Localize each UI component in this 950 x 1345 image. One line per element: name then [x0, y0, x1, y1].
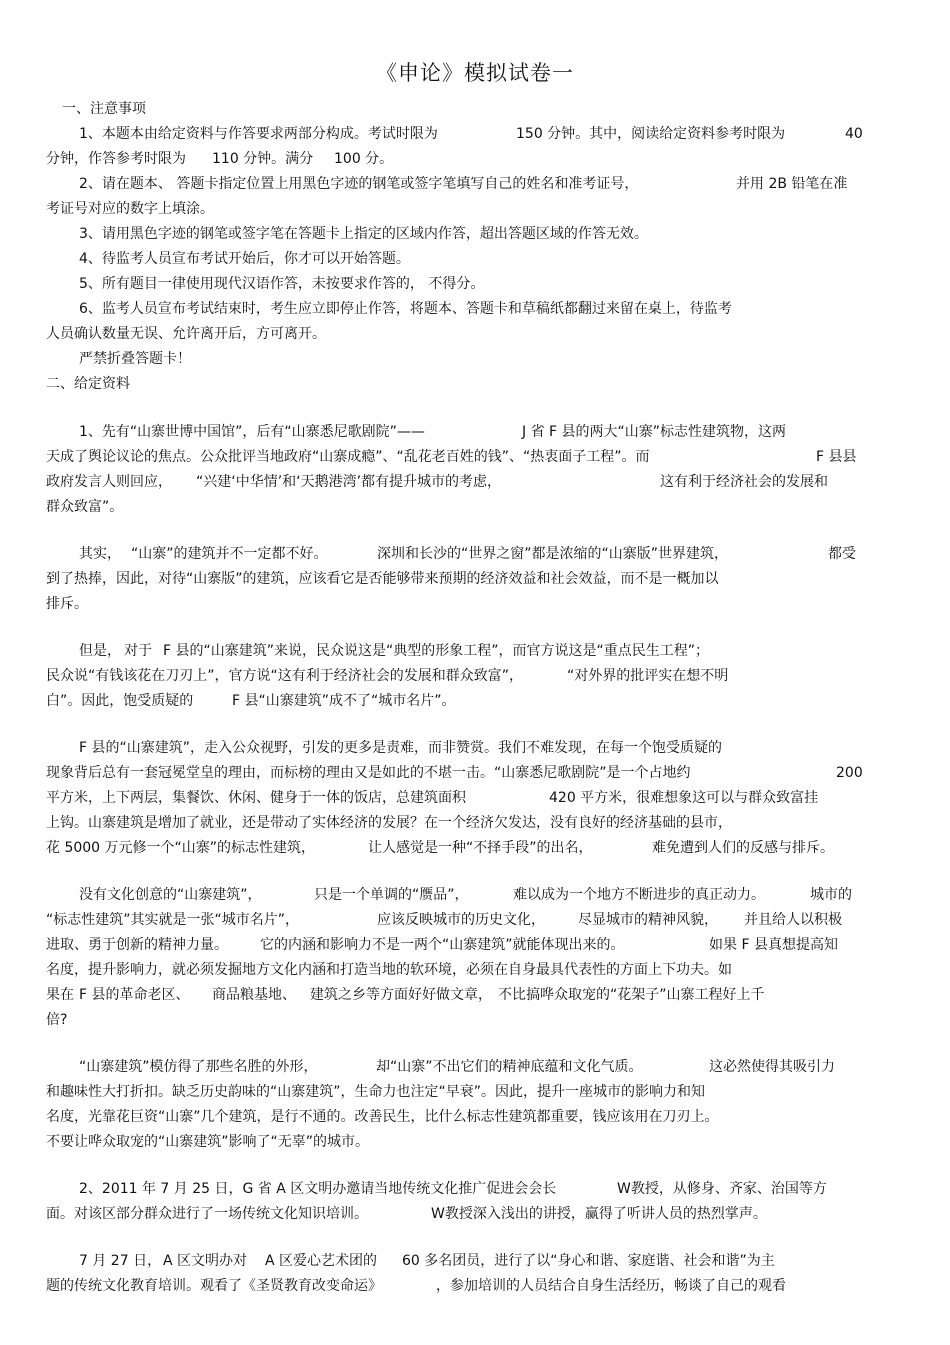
text-line: 建筑之乡等方面好好做文章， [310, 987, 492, 1003]
text-line: 不比搞哗众取宠的“花架子”山寨工程好上千 [498, 987, 765, 1003]
text-line: 白”。因此，饱受质疑的 [46, 693, 194, 709]
text-line: 难免遭到人们的反感与排斥。 [652, 840, 834, 856]
page-title: 《申论》模拟试卷一 [376, 61, 574, 85]
text-line: 面。对该区部分群众进行了一场传统文化知识培训。 [46, 1206, 368, 1222]
text-line: 上钩。山寨建筑是增加了就业，还是带动了实体经济的发展？在一个经济欠发达，没有良好的经济基础的县市， [46, 815, 732, 831]
text-line: 100 分。 [334, 151, 394, 167]
text-line: 200 [836, 765, 863, 781]
text-line: ，参加培训的人员结合自身生活经历，畅谈了自己的观看 [436, 1278, 786, 1294]
text-line: A 区文明办对 [163, 1253, 248, 1269]
text-line: J 省 F 县的两大“山寨”标志性建筑物，这两 [522, 424, 787, 440]
text-line: 应该反映城市的历史文化， [377, 912, 545, 928]
text-line: 它的内涵和影响力不是一两个“山寨建筑”就能体现出来的。 [260, 937, 625, 953]
text-line: 尽显城市的精神风貌， [578, 912, 718, 928]
text-line: 严禁折叠答题卡！ [79, 351, 191, 367]
text-line: 不要让哗众取宠的“山寨建筑”影响了“无辜”的城市。 [46, 1134, 370, 1150]
text-line: 这有利于经济社会的发展和 [660, 474, 828, 490]
text-line: 并用 2B 铅笔在准 [736, 176, 848, 192]
text-line: 如果 F 县真想提高知 [709, 937, 838, 953]
text-line: 商品粮基地、 [212, 987, 296, 1003]
text-line: 6、监考人员宣布考试结束时，考生应立即停止作答，将题本、答题卡和草稿纸都翻过来留在桌上，待监考 [79, 301, 732, 317]
text-line: 题的传统文化教育培训。观看了《圣贤教育改变命运》 [46, 1278, 382, 1294]
text-line: 政府发言人则回应， [46, 474, 172, 490]
text-line: W教授深入浅出的讲授，赢得了听讲人员的热烈掌声。 [431, 1206, 767, 1222]
text-line: 却“山寨”不出它们的精神底蕴和文化气质。 [376, 1059, 643, 1075]
text-line: 进取、勇于创新的精神力量。 [46, 937, 228, 953]
text-line: F 县“山寨建筑”成不了“城市名片”。 [232, 693, 456, 709]
text-line: 40 [845, 126, 863, 142]
text-line: 让人感觉是一种“不择手段”的出名， [368, 840, 593, 856]
text-line: 这必然使得其吸引力 [709, 1059, 835, 1075]
text-line: 4、待监考人员宣布考试开始后，你才可以开始答题。 [79, 251, 410, 267]
text-line: 果在 [46, 987, 74, 1003]
text-line: F 县的“山寨建筑”，走入公众视野，引发的更多是责难，而非赞赏。我们不难发现，在每一个饱受质疑的 [79, 740, 723, 756]
text-line: “山寨建筑”模仿得了那些名胜的外形， [79, 1059, 318, 1075]
text-line: 城市的 [810, 887, 852, 903]
text-line: 一、注意事项 [62, 101, 146, 117]
text-line: 现象背后总有一套冠冕堂皇的理由，而标榜的理由又是如此的不堪一击。“山寨悉尼歌剧院”是一个占地约 [46, 765, 691, 781]
text-line: 1、先有“山寨世博中国馆”，后有“山寨悉尼歌剧院”—— [79, 424, 425, 440]
text-line: W教授，从修身、齐家、治国等方 [617, 1181, 827, 1197]
text-line: 群众致富”。 [46, 499, 124, 515]
text-line: 民众说“有钱该花在刀刃上”，官方说“这有利于经济社会的发展和群众致富”， [46, 668, 524, 684]
text-line: 天成了舆论议论的焦点。公众批评当地政府“山寨成瘾”、“乱花老百姓的钱”、“热衷面子工程”。而 [46, 449, 650, 465]
text-line: F 县县 [816, 449, 857, 465]
text-line: 到了热捧，因此，对待“山寨版”的建筑，应该看它是否能够带来预期的经济效益和社会效益，而不是一概加以 [46, 571, 719, 587]
text-line: 都受 [828, 546, 856, 562]
text-line: 3、请用黑色字迹的钢笔或签字笔在答题卡上指定的区域内作答，超出答题区域的作答无效。 [79, 226, 648, 242]
text-line: 难以成为一个地方不断进步的真正动力。 [513, 887, 765, 903]
text-line: 二、给定资料 [46, 376, 130, 392]
text-line: 60 多名团员，进行了以“身心和谐、家庭谐、社会和谐”为主 [402, 1253, 775, 1269]
text-line: 2、请在题本、 答题卡指定位置上用黑色字迹的钢笔或签字笔填写自己的姓名和准考证号， [79, 176, 639, 192]
text-line: 分钟，作答参考时限为 [46, 151, 186, 167]
text-line: A 区爱心艺术团的 [265, 1253, 378, 1269]
text-line: “山寨”的建筑并不一定都不好。 [131, 546, 328, 562]
text-line: 只是一个单调的“赝品”， [314, 887, 469, 903]
text-line: 但是， [79, 643, 121, 659]
text-line: 其实， [79, 546, 121, 562]
text-line: 5、所有题目一律使用现代汉语作答，未按要求作答的， 不得分。 [79, 276, 485, 292]
text-line: 花 5000 万元修一个“山寨”的标志性建筑， [46, 840, 316, 856]
text-line: 没有文化创意的“山寨建筑”， [79, 887, 262, 903]
text-line: 对于 [124, 643, 152, 659]
text-line: 名度，光靠花巨资“山寨”几个建筑，是行不通的。改善民生，比什么标志性建筑都重要，钱应该用在刀刃上。 [46, 1109, 719, 1125]
text-line: 和趣味性大打折扣。缺乏历史韵味的“山寨建筑”，生命力也注定“早衰”。因此，提升一座城市的影响力和知 [46, 1084, 706, 1100]
text-line: “对外界的批评实在想不明 [567, 668, 729, 684]
text-line: 110 分钟。满分 [212, 151, 314, 167]
text-line: “标志性建筑”其实就是一张“城市名片”， [46, 912, 300, 928]
text-line: 深圳和长沙的“世界之窗”都是浓缩的“山寨版”世界建筑， [377, 546, 729, 562]
text-line: 150 分钟。其中，阅读给定资料参考时限为 [516, 126, 786, 142]
text-line: 人员确认数量无误、允许离开后，方可离开。 [46, 326, 326, 342]
text-line: F 县的“山寨建筑”来说，民众说这是“典型的形象工程”，而官方说这是“重点民生工程”； [163, 643, 710, 659]
text-line: 7 月 27 日， [79, 1253, 162, 1269]
text-line: 2、2011 年 7 月 25 日，G 省 A 区文明办邀请当地传统文化推广促进会会长 [79, 1181, 557, 1197]
text-line: 并且给人以积极 [744, 912, 842, 928]
text-line: 平方米，上下两层，集餐饮、休闲、健身于一体的饭店，总建筑面积 [46, 790, 466, 806]
text-line: F 县的革命老区、 [79, 987, 190, 1003]
text-line: “兴建‘中华情’和‘天鹅港湾’都有提升城市的考虑， [196, 474, 502, 490]
text-line: 考证号对应的数字上填涂。 [46, 201, 214, 217]
text-line: 420 平方米，很难想象这可以与群众致富挂 [549, 790, 819, 806]
text-line: 倍? [46, 1012, 68, 1028]
text-line: 名度，提升影响力，就必须发掘地方文化内涵和打造当地的软环境，必须在自身最具代表性的方面上下功夫。如 [46, 962, 732, 978]
text-line: 排斥。 [46, 596, 88, 612]
text-line: 1、本题本由给定资料与作答要求两部分构成。考试时限为 [79, 126, 438, 142]
